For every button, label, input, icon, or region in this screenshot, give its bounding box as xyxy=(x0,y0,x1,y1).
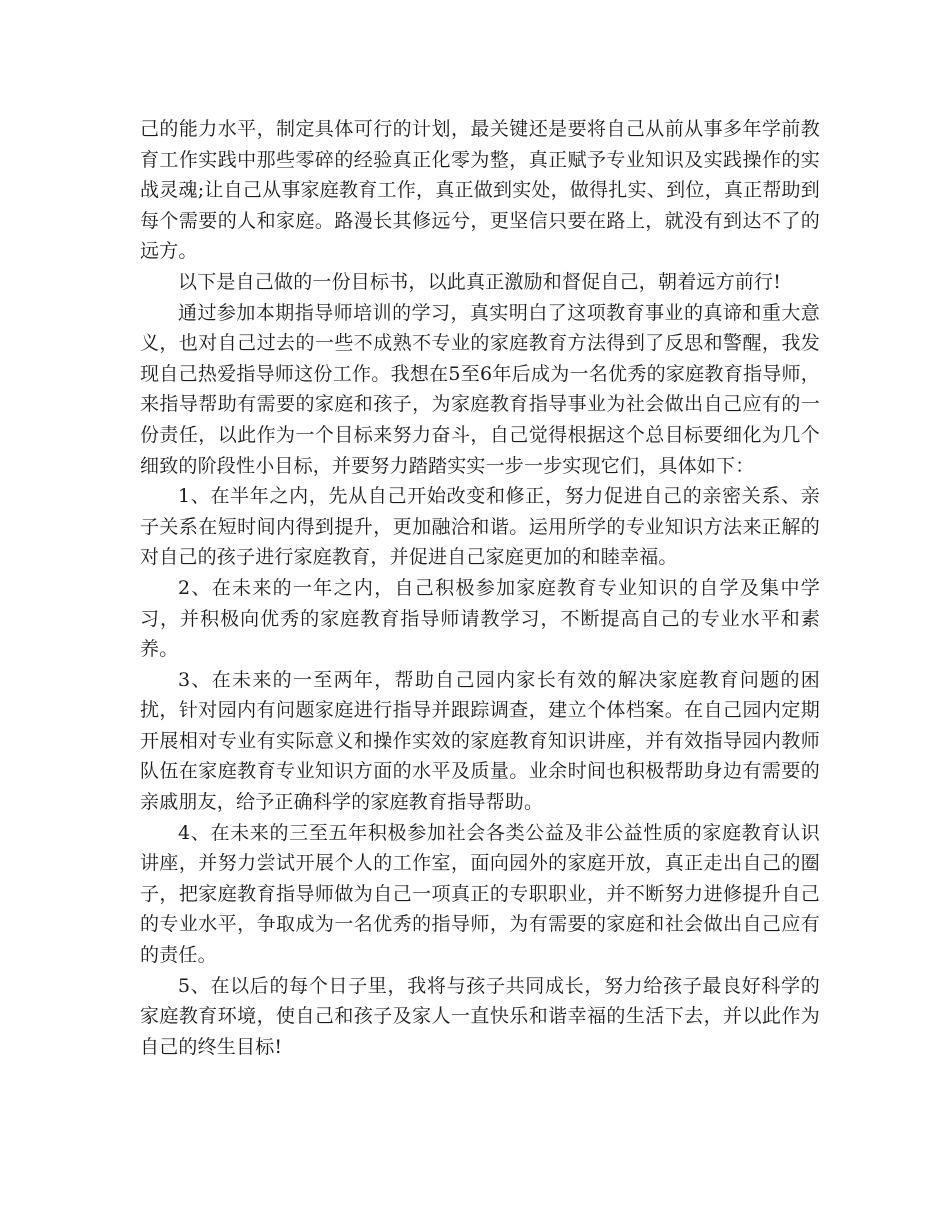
paragraph-4: 1、在半年之内，先从自己开始改变和修正，努力促进自己的亲密关系、亲子关系在短时间内得到提升，更加融洽和谐。运用所学的专业知识方法来正解的对自己的孩子进行家庭教育，并促进自己家庭更加的和睦幸福。 xyxy=(140,485,820,569)
paragraph-6: 3、在未来的一至两年，帮助自己园内家长有效的解决家庭教育问题的困扰，针对园内有问题家庭进行指导并跟踪调查，建立个体档案。在自己园内定期开展相对专业有实际意义和操作实效的家庭教育知识讲座，并有效指导园内教师队伍在家庭教育专业知识方面的水平及质量。业余时间也积极帮助身边有需要的亲戚朋友，给予正确科学的家庭教育指导帮助。 xyxy=(140,668,820,814)
paragraph-3: 通过参加本期指导师培训的学习，真实明白了这项教育事业的真谛和重大意义，也对自己过去的一些不成熟不专业的家庭教育方法得到了反思和警醒，我发现自己热爱指导师这份工作。我想在5至6年后成为一名优秀的家庭教育指导师，来指导帮助有需要的家庭和孩子，为家庭教育指导事业为社会做出自己应有的一份责任，以此作为一个目标来努力奋斗，自己觉得根据这个总目标要细化为几个细致的阶段性小目标，并要努力踏踏实实一步一步实现它们，具体如下： xyxy=(140,301,820,477)
document-body xyxy=(140,114,820,1062)
paragraph-7: 4、在未来的三至五年积极参加社会各类公益及非公益性质的家庭教育认识讲座，并努力尝试开展个人的工作室，面向园外的家庭开放，真正走出自己的圈子，把家庭教育指导师做为自己一项真正的专职职业，并不断努力进修提升自己的专业水平，争取成为一名优秀的指导师，为有需要的家庭和社会做出自己应有的责任。 xyxy=(140,821,820,967)
paragraph-1: 己的能力水平，制定具体可行的计划，最关键还是要将自己从前从事多年学前教育工作实践中那些零碎的经验真正化零为整，真正赋予专业知识及实践操作的实战灵魂;让自己从事家庭教育工作，真正做到实处，做得扎实、到位，真正帮助到每个需要的人和家庭。路漫长其修远兮，更坚信只要在路上，就没有到达不了的远方。 xyxy=(140,118,820,263)
paragraph-5: 2、在未来的一年之内，自己积极参加家庭教育专业知识的自学及集中学习，并积极向优秀的家庭教育指导师请教学习，不断提高自己的专业水平和素养。 xyxy=(140,576,820,661)
paragraph-2: 以下是自己做的一份目标书，以此真正激励和督促自己，朝着远方前行! xyxy=(178,270,782,293)
paragraph-8: 5、在以后的每个日子里，我将与孩子共同成长，努力给孩子最良好科学的家庭教育环境，使自己和孩子及家人一直快乐和谐幸福的生活下去，并以此作为自己的终生目标! xyxy=(140,974,820,1058)
